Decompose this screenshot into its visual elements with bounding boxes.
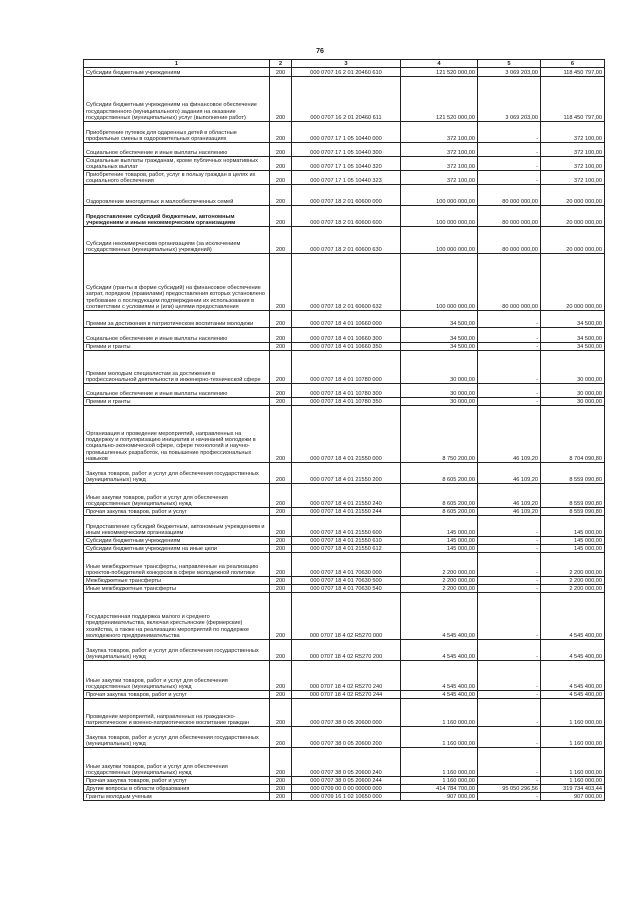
row-amount-remaining: 145 000,00 [541,545,605,553]
row-column-2: 200 [270,553,292,577]
page-number: 76 [316,48,324,55]
row-amount-approved: 121 520 000,00 [401,77,478,122]
row-column-2: 200 [270,227,292,254]
row-amount-executed: - [478,351,541,384]
row-amount-remaining: 118 450 797,00 [541,68,605,77]
row-name: Приобретение путевок для одаренных детей в областные профильные смены в оздоровительных организациях [84,122,270,143]
row-amount-remaining: 145 000,00 [541,537,605,545]
row-amount-executed: - [478,384,541,398]
row-name: Иные межбюджетные трансферты [84,585,270,593]
table-row [84,143,605,157]
row-amount-approved: 4 545 400,00 [401,640,478,661]
row-amount-remaining: 1 160 000,00 [541,727,605,748]
row-column-2: 200 [270,343,292,351]
row-amount-remaining: 34 500,00 [541,311,605,328]
row-code: 000 0707 18 4 01 21550 000 [292,406,401,463]
row-code: 000 0707 18 4 01 10780 350 [292,398,401,406]
row-column-2: 200 [270,585,292,593]
row-column-2: 200 [270,699,292,727]
row-code: 000 0707 38 0 05 20600 000 [292,699,401,727]
row-column-2: 200 [270,185,292,206]
row-column-2: 200 [270,593,292,640]
row-amount-remaining: 372 100,00 [541,157,605,171]
table-row [84,748,605,777]
table-row [84,727,605,748]
table-row [84,227,605,254]
row-column-2: 200 [270,384,292,398]
row-column-2: 200 [270,508,292,516]
row-amount-approved: 100 000 000,00 [401,185,478,206]
row-column-2: 200 [270,157,292,171]
row-amount-remaining: 30 000,00 [541,351,605,384]
row-column-2: 200 [270,311,292,328]
row-amount-executed: - [478,699,541,727]
table-row [84,640,605,661]
row-amount-executed: 46 109,20 [478,484,541,508]
row-amount-remaining: 4 545 400,00 [541,691,605,699]
row-amount-remaining: 20 000 000,00 [541,227,605,254]
row-name: Иные закупки товаров, работ и услуг для обеспечения государственных (муниципальных) нужд [84,484,270,508]
row-amount-remaining: 34 500,00 [541,343,605,351]
row-code: 000 0707 17 1 05 10440 320 [292,157,401,171]
row-amount-executed: - [478,516,541,537]
row-amount-remaining: 30 000,00 [541,398,605,406]
row-code: 000 0707 18 4 01 21550 240 [292,484,401,508]
row-name: Другие вопросы в области образования [84,785,270,793]
table-row [84,311,605,328]
row-name: Иные закупки товаров, работ и услуг для обеспечения государственных (муниципальных) нужд [84,661,270,691]
row-amount-remaining: 4 545 400,00 [541,640,605,661]
row-amount-approved: 145 000,00 [401,545,478,553]
row-amount-remaining: 4 545 400,00 [541,593,605,640]
header-cell: 6 [541,60,605,68]
table-row [84,516,605,537]
row-amount-executed: - [478,122,541,143]
row-code: 000 0707 16 2 01 20460 611 [292,77,401,122]
table-row [84,398,605,406]
row-name: Прочая закупка товаров, работ и услуг [84,777,270,785]
row-amount-remaining: 1 160 000,00 [541,748,605,777]
row-amount-approved: 1 160 000,00 [401,777,478,785]
row-amount-remaining: 1 160 000,00 [541,699,605,727]
row-amount-remaining: 8 559 090,80 [541,484,605,508]
row-code: 000 0707 18 4 01 70630 500 [292,577,401,585]
row-amount-approved: 4 545 400,00 [401,593,478,640]
row-amount-executed: 80 000 000,00 [478,254,541,311]
row-amount-remaining: 1 160 000,00 [541,777,605,785]
row-amount-executed: - [478,553,541,577]
row-amount-executed: - [478,311,541,328]
row-name: Субсидии бюджетным учреждениям [84,68,270,77]
row-name: Премии и гранты [84,343,270,351]
row-amount-remaining: 118 450 797,00 [541,77,605,122]
row-name: Приобретение товаров, работ, услуг в пользу граждан в целях их социального обеспечения [84,171,270,185]
row-column-2: 200 [270,406,292,463]
row-amount-approved: 8 605 200,00 [401,508,478,516]
row-amount-approved: 2 200 000,00 [401,553,478,577]
row-amount-approved: 100 000 000,00 [401,227,478,254]
row-amount-approved: 907 000,00 [401,793,478,801]
row-amount-executed: - [478,593,541,640]
row-amount-executed: - [478,691,541,699]
row-column-2: 200 [270,545,292,553]
table-row [84,785,605,793]
row-amount-approved: 1 160 000,00 [401,748,478,777]
header-cell: 4 [401,60,478,68]
row-code: 000 0707 18 4 01 21550 200 [292,463,401,484]
row-amount-approved: 8 750 200,00 [401,406,478,463]
table-row [84,171,605,185]
row-amount-executed: - [478,585,541,593]
row-code: 000 0707 38 0 05 20600 200 [292,727,401,748]
row-amount-executed: - [478,157,541,171]
row-code: 000 0707 18 4 01 70630 540 [292,585,401,593]
row-code: 000 0707 18 2 01 60600 000 [292,185,401,206]
row-code: 000 0707 18 4 01 10780 300 [292,384,401,398]
row-amount-remaining: 34 500,00 [541,328,605,343]
row-name: Социальное обеспечение и иные выплаты населению [84,384,270,398]
row-amount-approved: 372 100,00 [401,122,478,143]
row-code: 000 0707 18 4 01 21550 600 [292,516,401,537]
row-name: Предоставление субсидий бюджетным, автономным учреждениям и иным некоммерческим организациям [84,516,270,537]
row-amount-approved: 1 160 000,00 [401,727,478,748]
table-row [84,157,605,171]
row-name: Проведение мероприятий, направленных на гражданско-патриотическое и военно-патриотическое воспитание граждан [84,699,270,727]
row-code: 000 0707 38 0 05 20600 244 [292,777,401,785]
row-column-2: 200 [270,793,292,801]
row-column-2: 200 [270,727,292,748]
row-amount-approved: 145 000,00 [401,537,478,545]
row-name: Премии и гранты [84,398,270,406]
row-amount-executed: - [478,537,541,545]
row-name: Иные закупки товаров, работ и услуг для обеспечения государственных (муниципальных) нужд [84,748,270,777]
table-row [84,553,605,577]
row-column-2: 200 [270,171,292,185]
row-amount-executed: 80 000 000,00 [478,227,541,254]
row-name: Прочая закупка товаров, работ и услуг [84,508,270,516]
row-code: 000 0707 18 4 01 21550 244 [292,508,401,516]
row-column-2: 200 [270,122,292,143]
row-amount-approved: 2 200 000,00 [401,577,478,585]
row-name: Социальные выплаты гражданам, кроме публичных нормативных социальных выплат [84,157,270,171]
row-column-2: 200 [270,398,292,406]
row-column-2: 200 [270,577,292,585]
table-row [84,384,605,398]
row-column-2: 200 [270,537,292,545]
row-amount-approved: 30 000,00 [401,398,478,406]
row-column-2: 200 [270,661,292,691]
row-code: 000 0707 18 2 01 60600 600 [292,206,401,227]
row-code: 000 0707 17 1 05 10440 323 [292,171,401,185]
row-amount-remaining: 20 000 000,00 [541,206,605,227]
header-cell: 1 [84,60,270,68]
table-row [84,699,605,727]
row-amount-executed: 46 109,20 [478,406,541,463]
row-amount-remaining: 372 100,00 [541,171,605,185]
table-row [84,484,605,508]
row-amount-executed: 3 069 203,00 [478,68,541,77]
table-row [84,206,605,227]
row-column-2: 200 [270,691,292,699]
row-name: Субсидии некоммерческим организациям (за исключением государственных (муниципальных) учреждений) [84,227,270,254]
header-cell: 5 [478,60,541,68]
row-code: 000 0707 18 4 01 21550 612 [292,545,401,553]
row-code: 000 0707 18 2 01 60600 630 [292,227,401,254]
table-row [84,68,605,77]
row-column-2: 200 [270,777,292,785]
table-row [84,185,605,206]
row-amount-remaining: 372 100,00 [541,143,605,157]
table-row [84,508,605,516]
row-amount-approved: 8 605 200,00 [401,484,478,508]
budget-table [83,59,605,801]
row-amount-approved: 4 545 400,00 [401,691,478,699]
row-code: 000 0707 18 4 01 10660 350 [292,343,401,351]
row-name: Межбюджетные трансферты [84,577,270,585]
row-name: Организация и проведение мероприятий, направленных на поддержку и популяризацию инициатив и начинаний молодежи в социально-экономической сфере, сфере технологий и научно-промышленных разработок, на повышение профессиональных навыков [84,406,270,463]
row-amount-executed: - [478,143,541,157]
row-amount-remaining: 30 000,00 [541,384,605,398]
row-name: Иные межбюджетные трансферты, направленные на реализацию проектов-победителей конкурсов в сфере молодежной политики [84,553,270,577]
row-amount-remaining: 20 000 000,00 [541,185,605,206]
row-amount-approved: 30 000,00 [401,351,478,384]
row-amount-executed: - [478,748,541,777]
table-row [84,351,605,384]
row-code: 000 0707 38 0 05 20600 240 [292,748,401,777]
row-code: 000 0707 18 4 01 10780 000 [292,351,401,384]
row-name: Субсидии бюджетным учреждениям на финансовое обеспечение государственного (муниципального) задания на оказание государственных (муниципальных) услуг (выполнение работ) [84,77,270,122]
header-row [84,60,605,68]
row-name: Прочая закупка товаров, работ и услуг [84,691,270,699]
row-amount-remaining: 145 000,00 [541,516,605,537]
row-column-2: 200 [270,254,292,311]
row-amount-executed: - [478,777,541,785]
row-code: 000 0707 16 2 01 20460 610 [292,68,401,77]
table-row [84,585,605,593]
row-amount-remaining: 4 545 400,00 [541,661,605,691]
row-column-2: 200 [270,785,292,793]
row-name: Гранты молодым ученым [84,793,270,801]
row-amount-remaining: 907 000,00 [541,793,605,801]
row-column-2: 200 [270,748,292,777]
row-amount-approved: 2 200 000,00 [401,585,478,593]
row-amount-executed: 3 069 203,00 [478,77,541,122]
row-column-2: 200 [270,68,292,77]
row-amount-executed: - [478,577,541,585]
row-amount-executed: 80 000 000,00 [478,206,541,227]
row-column-2: 200 [270,463,292,484]
row-column-2: 200 [270,328,292,343]
row-name: Закупка товаров, работ и услуг для обеспечения государственных (муниципальных) нужд [84,727,270,748]
row-amount-remaining: 8 559 090,80 [541,508,605,516]
row-code: 000 0707 18 4 01 70630 000 [292,553,401,577]
row-column-2: 200 [270,351,292,384]
row-amount-remaining: 20 000 000,00 [541,254,605,311]
row-name: Субсидии бюджетным учреждениям [84,537,270,545]
row-code: 000 0707 18 4 01 21550 610 [292,537,401,545]
row-name: Оздоровление многодетных и малообеспеченных семей [84,185,270,206]
row-name: Субсидии (гранты в форме субсидий) на финансовое обеспечение затрат, порядком (правилами) предоставления которых установлено требование о последующем подтверждении их использования в соответствии с условиями и (или) целями предоставления [84,254,270,311]
row-column-2: 200 [270,143,292,157]
table-body [84,68,605,801]
row-amount-executed: 46 109,20 [478,508,541,516]
row-name: Социальное обеспечение и иные выплаты населению [84,143,270,157]
row-amount-executed: - [478,343,541,351]
row-amount-executed: - [478,727,541,748]
table-row [84,545,605,553]
row-amount-remaining: 8 704 090,80 [541,406,605,463]
row-code: 000 0709 00 0 00 00000 000 [292,785,401,793]
row-name: Предоставление субсидий бюджетным, автономным учреждениям и иным некоммерческим организациям [84,206,270,227]
header-cell: 3 [292,60,401,68]
row-amount-approved: 100 000 000,00 [401,254,478,311]
row-amount-executed: - [478,398,541,406]
row-amount-approved: 34 500,00 [401,343,478,351]
row-amount-approved: 372 100,00 [401,171,478,185]
row-column-2: 200 [270,640,292,661]
table-row [84,593,605,640]
table-row [84,77,605,122]
row-amount-remaining: 2 200 000,00 [541,553,605,577]
row-name: Государственная поддержка малого и среднего предпринимательства, включая крестьянские (фермерские) хозяйства, а также на реализацию мероприятий по поддержке молодежного предпринимательства [84,593,270,640]
row-code: 000 0707 18 4 02 R5270 000 [292,593,401,640]
table-row [84,537,605,545]
row-amount-approved: 372 100,00 [401,143,478,157]
row-amount-approved: 8 605 200,00 [401,463,478,484]
row-code: 000 0707 18 4 02 R5270 240 [292,661,401,691]
row-column-2: 200 [270,77,292,122]
table-row [84,254,605,311]
row-amount-executed: 95 050 296,56 [478,785,541,793]
row-amount-executed: - [478,661,541,691]
table-row [84,328,605,343]
row-code: 000 0707 17 1 05 10440 000 [292,122,401,143]
table-row [84,122,605,143]
row-code: 000 0709 16 1 02 10650 000 [292,793,401,801]
row-amount-executed: 46 109,20 [478,463,541,484]
table-row [84,343,605,351]
row-amount-approved: 1 160 000,00 [401,699,478,727]
row-amount-approved: 4 545 400,00 [401,661,478,691]
row-name: Премии за достижения в патриотическом воспитании молодежи [84,311,270,328]
row-amount-executed: - [478,171,541,185]
row-amount-remaining: 2 200 000,00 [541,585,605,593]
row-code: 000 0707 18 4 02 R5270 244 [292,691,401,699]
header-cell: 2 [270,60,292,68]
row-code: 000 0707 18 4 02 R5270 200 [292,640,401,661]
row-code: 000 0707 18 4 01 10660 000 [292,311,401,328]
row-amount-executed: 80 000 000,00 [478,185,541,206]
row-amount-approved: 414 784 700,00 [401,785,478,793]
table-row [84,777,605,785]
row-amount-remaining: 2 200 000,00 [541,577,605,585]
row-amount-approved: 34 500,00 [401,328,478,343]
row-amount-executed: - [478,545,541,553]
row-amount-approved: 145 000,00 [401,516,478,537]
table-row [84,577,605,585]
table-row [84,406,605,463]
row-code: 000 0707 18 2 01 60600 632 [292,254,401,311]
row-amount-remaining: 8 559 090,80 [541,463,605,484]
row-code: 000 0707 17 1 05 10440 300 [292,143,401,157]
row-name: Закупка товаров, работ и услуг для обеспечения государственных (муниципальных) нужд [84,640,270,661]
row-amount-executed: - [478,640,541,661]
row-amount-approved: 30 000,00 [401,384,478,398]
row-code: 000 0707 18 4 01 10660 300 [292,328,401,343]
row-column-2: 200 [270,516,292,537]
row-amount-executed: - [478,793,541,801]
row-amount-approved: 34 500,00 [401,311,478,328]
row-name: Закупка товаров, работ и услуг для обеспечения государственных (муниципальных) нужд [84,463,270,484]
row-amount-executed: - [478,328,541,343]
row-column-2: 200 [270,484,292,508]
row-amount-approved: 372 100,00 [401,157,478,171]
row-amount-remaining: 372 100,00 [541,122,605,143]
row-amount-approved: 121 520 000,00 [401,68,478,77]
table-row [84,661,605,691]
table-row [84,463,605,484]
row-column-2: 200 [270,206,292,227]
row-amount-approved: 100 000 000,00 [401,206,478,227]
row-name: Социальное обеспечение и иные выплаты населению [84,328,270,343]
table-row [84,793,605,801]
table-row [84,691,605,699]
row-name: Премии молодым специалистам за достижения в профессиональной деятельности в инженерно-технической сфере [84,351,270,384]
row-name: Субсидии бюджетным учреждениям на иные цели [84,545,270,553]
row-amount-remaining: 319 734 403,44 [541,785,605,793]
